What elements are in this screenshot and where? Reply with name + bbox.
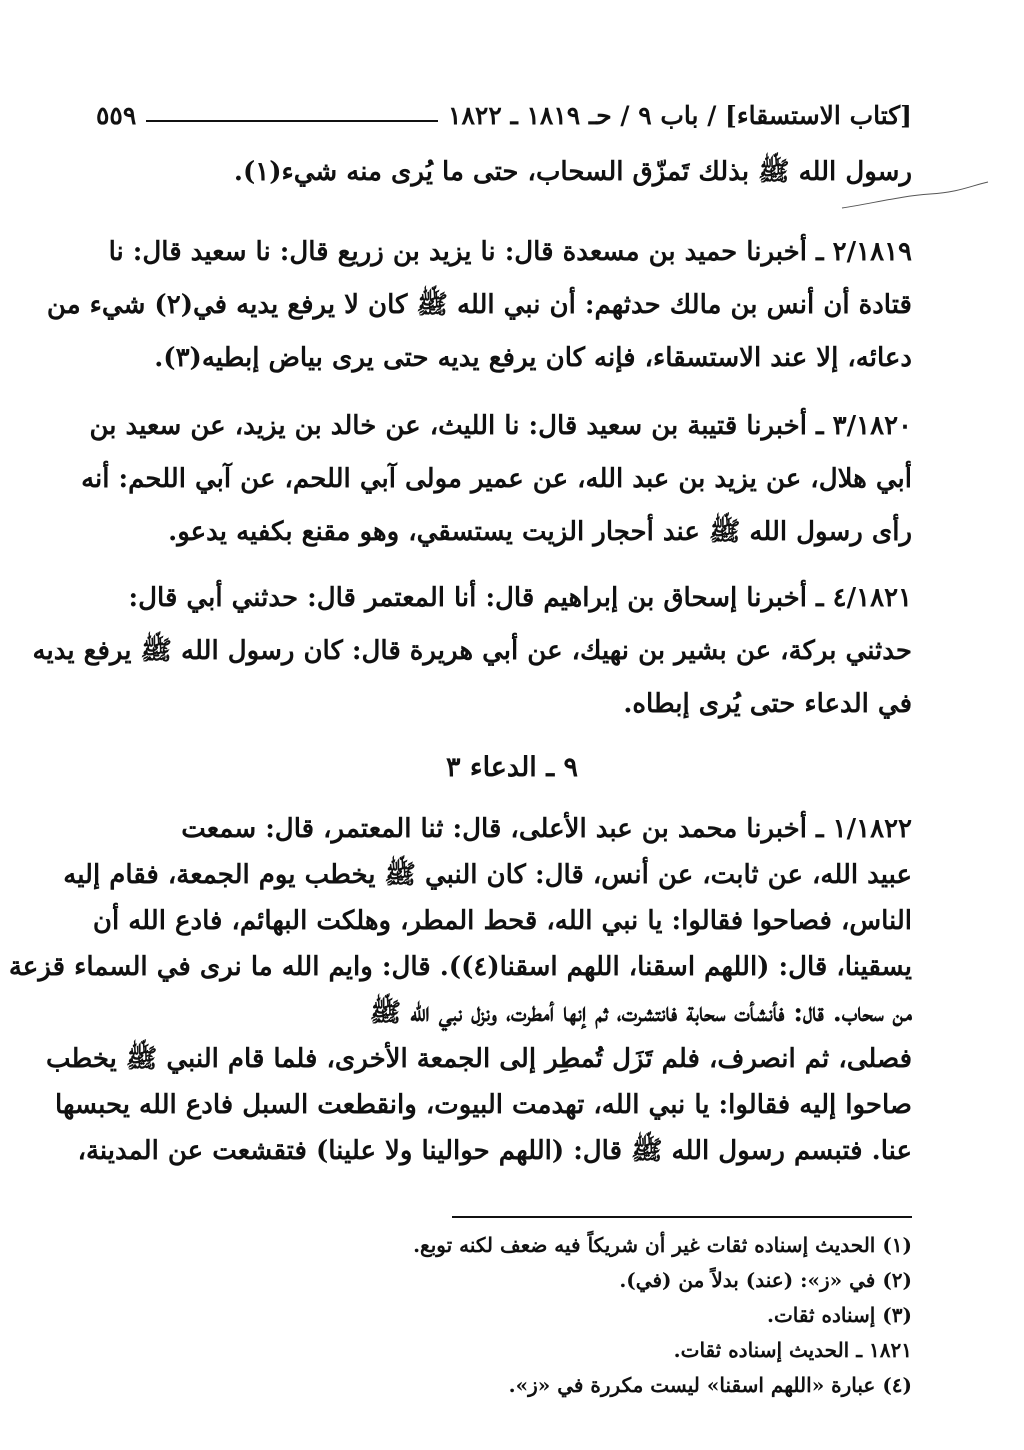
text-line: رأى رسول الله ﷺ عند أحجار الزيت يستسقي، وهو مقنع بكفيه يدعو.: [168, 517, 912, 547]
footnotes: [96, 1228, 912, 1403]
page-number: ٥٥٩: [96, 101, 137, 130]
header-title: [كتاب الاستسقاء] / باب ٩ / حـ ١٨١٩ ـ ١٨٢٢: [448, 101, 912, 130]
text-line: فصلى، ثم انصرف، فلم تَزَل تُمطِر إلى الجمعة الأخرى، فلما قام النبي ﷺ يخطب: [45, 1044, 912, 1074]
text-line: عبيد الله، عن ثابت، عن أنس، قال: كان النبي ﷺ يخطب يوم الجمعة، فقام إليه: [63, 860, 912, 890]
continued-text: [96, 150, 912, 194]
footnote: (١) الحديث إسناده ثقات غير أن شريكاً فيه ضعف لكنه توبع.: [413, 1233, 912, 1257]
text-line: ٤/١٨٢١ ـ أخبرنا إسحاق بن إبراهيم قال: أنا المعتمر قال: حدثني أبي قال:: [128, 583, 912, 613]
footnote-separator: [452, 1216, 912, 1218]
hadith-1821: [32, 572, 912, 731]
section-heading: ٩ ـ الدعاء ٣: [445, 752, 579, 783]
header-rule: [146, 120, 438, 122]
text-line: دعائه، إلا عند الاستسقاء، فإنه كان يرفع يديه حتى يرى بياض إبطيه(٣).: [154, 343, 912, 373]
hadith-1819: [46, 226, 912, 385]
text-line: ٣/١٨٢٠ ـ أخبرنا قتيبة بن سعيد قال: نا الليث، عن خالد بن يزيد، عن سعيد بن: [89, 411, 912, 441]
text-line: صاحوا إليه فقالوا: يا نبي الله، تهدمت البيوت، وانقطعت السبل فادع الله يحبسها: [55, 1090, 912, 1120]
footnote: (٢) في «ز»: (عند) بدلاً من (في).: [619, 1268, 912, 1292]
text-line: ٢/١٨١٩ ـ أخبرنا حميد بن مسعدة قال: نا يزيد بن زريع قال: نا سعيد قال: نا: [108, 237, 912, 267]
hadith-1820: [81, 400, 912, 559]
text-line: قتادة أن أنس بن مالك حدثهم: أن نبي الله ﷺ كان لا يرفع يديه في(٢) شيء من: [46, 290, 912, 320]
text-line: يسقينا، قال: (اللهم اسقنا، اللهم اسقنا(٤)). قال: وايم الله ما نرى في السماء قزعة: [8, 952, 912, 982]
text-line: الناس، فصاحوا فقالوا: يا نبي الله، قحط المطر، وهلكت البهائم، فادع الله أن: [92, 906, 912, 936]
footnote: (٤) عبارة «اللهم اسقنا» ليست مكررة في «ز».: [508, 1373, 912, 1397]
text-line: رسول الله ﷺ بذلك تَمزّق السحاب، حتى ما يُرى منه شيء(١).: [233, 157, 912, 187]
text-line: أبي هلال، عن يزيد بن عبد الله، عن عمير مولى آبي اللحم، عن آبي اللحم: أنه: [81, 464, 912, 494]
text-line: من سحاب. قال: فأنشأت سحابة فانتشرت، ثم إنها أمطرت، ونزل نبي الله ﷺ: [369, 998, 912, 1028]
text-line: في الدعاء حتى يُرى إبطاه.: [623, 689, 912, 719]
text-line: حدثني بركة، عن بشير بن نهيك، عن أبي هريرة قال: كان رسول الله ﷺ يرفع يديه: [32, 636, 912, 666]
running-header: [96, 86, 912, 130]
footnote: ١٨٢١ ـ الحديث إسناده ثقات.: [673, 1338, 912, 1362]
text-line: ١/١٨٢٢ ـ أخبرنا محمد بن عبد الأعلى، قال: ثنا المعتمر، قال: سمعت: [181, 814, 912, 844]
text-line: عنا. فتبسم رسول الله ﷺ قال: (اللهم حوالينا ولا علينا) فتقشعت عن المدينة،: [77, 1136, 912, 1166]
footnote: (٣) إسناده ثقات.: [766, 1303, 912, 1327]
hadith-1822: [8, 806, 912, 1174]
